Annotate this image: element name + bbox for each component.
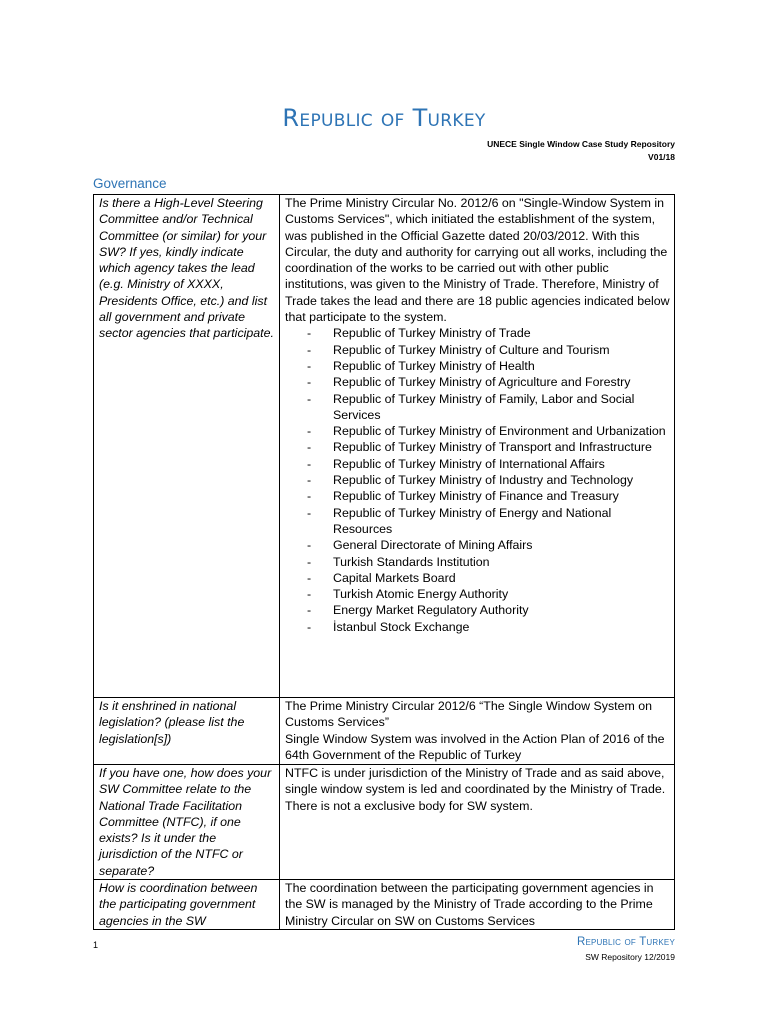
list-item: - Republic of Turkey Ministry of International Affairs bbox=[307, 456, 605, 471]
question-cell: Is it enshrined in national legislation? (please list the legislation[s]) bbox=[94, 698, 280, 765]
list-item: - Turkish Atomic Energy Authority bbox=[307, 587, 509, 602]
footer-subtitle: SW Repository 12/2019 bbox=[585, 952, 675, 962]
list-item: - Republic of Turkey Ministry of Agriculture and Forestry bbox=[307, 375, 631, 390]
list-item: - Turkish Standards Institution bbox=[307, 554, 490, 569]
answer-cell: NTFC is under jurisdiction of the Ministry of Trade and as said above, single window system is led and coordinated by the Ministry of Trade. There is not a exclusive body for SW system. bbox=[280, 765, 675, 880]
answer-text: The Prime Ministry Circular No. 2012/6 on "Single-Window System in Customs Services", which initiated the establishment of the system, was published in the Official Gazette dated 20/03/2012. With this Circular, the duty and authority for carrying out all works, including the coordination of the works to be carried out with other public institutions, was given to the Ministry of Trade. Therefore, Ministry of Trade takes the lead and there are 18 public agencies indicated below that participate to the system. bbox=[285, 196, 670, 325]
repository-subtitle: UNECE Single Window Case Study Repository bbox=[487, 139, 675, 149]
table-row bbox=[94, 698, 675, 765]
governance-table bbox=[93, 194, 675, 930]
list-item: - Republic of Turkey Ministry of Family, Labor and Social Services bbox=[307, 391, 635, 422]
list-item: - Republic of Turkey Ministry of Environment and Urbanization bbox=[307, 424, 666, 439]
list-item: - Republic of Turkey Ministry of Transport and Infrastructure bbox=[307, 440, 652, 455]
question-cell: Is there a High-Level Steering Committee and/or Technical Committee (or similar) for your SW? If yes, kindly indicate which agency takes the lead (e.g. Ministry of XXXX, Presidents Office, etc.) and list all government and private sector agencies that participate. bbox=[94, 195, 280, 698]
list-item: - Republic of Turkey Ministry of Energy and National Resources bbox=[307, 505, 612, 536]
list-item: - Republic of Turkey Ministry of Health bbox=[307, 358, 535, 373]
answer-text: Single Window System was involved in the Action Plan of 2016 of the 64th Government of the Republic of Turkey bbox=[285, 731, 665, 762]
table-row bbox=[94, 195, 675, 698]
version-label: V01/18 bbox=[648, 152, 675, 162]
list-item: - Republic of Turkey Ministry of Industry and Technology bbox=[307, 473, 634, 488]
list-item: - General Directorate of Mining Affairs bbox=[307, 538, 533, 553]
answer-cell bbox=[280, 195, 675, 698]
footer-title: Republic of Turkey bbox=[576, 936, 675, 948]
list-item: - Capital Markets Board bbox=[307, 570, 456, 585]
table-row bbox=[94, 880, 675, 930]
answer-cell bbox=[280, 698, 675, 765]
agency-list bbox=[285, 325, 670, 651]
list-item: - Energy Market Regulatory Authority bbox=[307, 603, 529, 618]
document-title: Republic of Turkey bbox=[282, 104, 486, 132]
section-heading: Governance bbox=[93, 176, 167, 191]
list-item: - Republic of Turkey Ministry of Culture and Tourism bbox=[307, 342, 610, 357]
question-cell: How is coordination between the participating government agencies in the SW bbox=[94, 880, 280, 930]
list-item: - İstanbul Stock Exchange bbox=[307, 619, 470, 634]
question-cell: If you have one, how does your SW Committee relate to the National Trade Facilitation Committee (NTFC), if one exists? Is it under the jurisdiction of the NTFC or separate? bbox=[94, 765, 280, 880]
table-row bbox=[94, 765, 675, 880]
list-item: - Republic of Turkey Ministry of Trade bbox=[307, 326, 531, 341]
page-number: 1 bbox=[93, 940, 99, 950]
answer-text: The Prime Ministry Circular 2012/6 “The Single Window System on Customs Services” bbox=[285, 699, 653, 730]
answer-cell: The coordination between the participating government agencies in the SW is managed by the Ministry of Trade according to the Prime Ministry Circular on SW on Customs Services bbox=[280, 880, 675, 930]
list-item: - Republic of Turkey Ministry of Finance and Treasury bbox=[307, 489, 619, 504]
